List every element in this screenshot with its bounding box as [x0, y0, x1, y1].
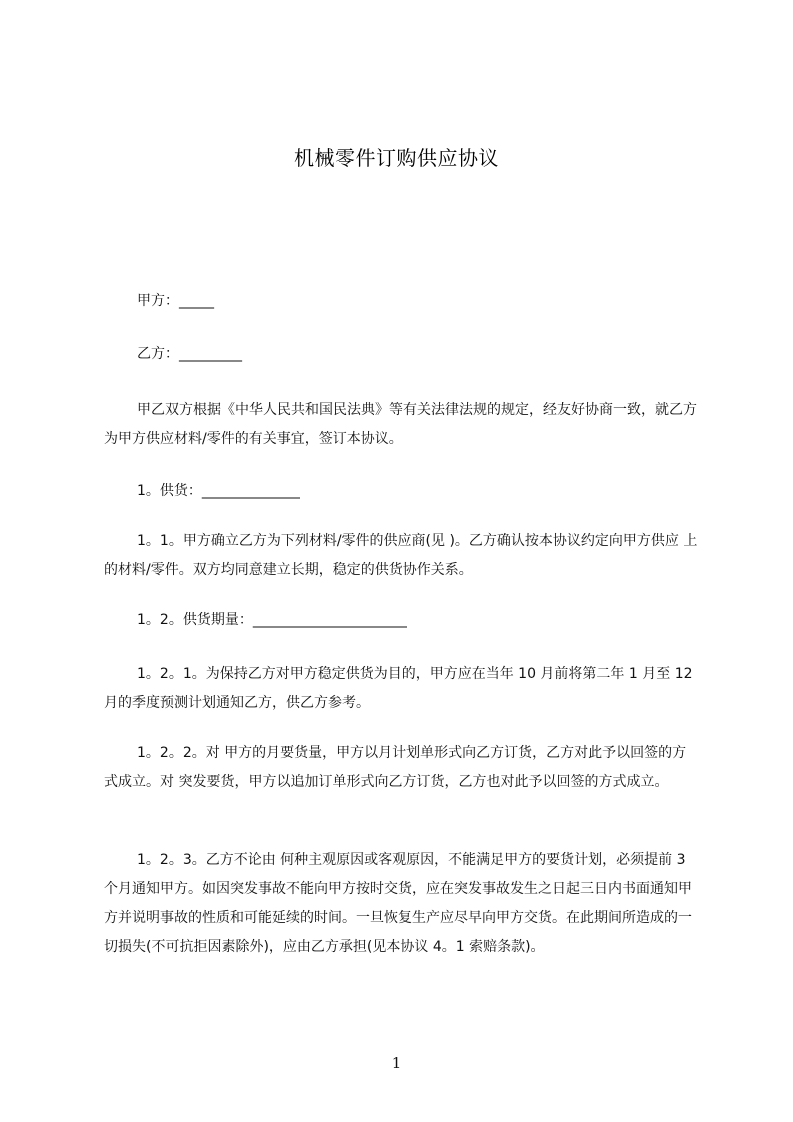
clause-1-1-paragraph: 1。1。甲方确立乙方为下列材料/零件的供应商(见 )。乙方确认按本协议约定向甲方供应 上的材料/零件。双方均同意建立长期，稳定的供货协作关系。 — [104, 533, 698, 578]
party-b-line: 乙方：_________ — [137, 346, 242, 362]
party-a-line: 甲方：_____ — [137, 293, 214, 309]
document-title: 机械零件订购供应协议 — [294, 146, 499, 170]
clause-1-2-3-paragraph: 1。2。3。乙方不论由 何种主观原因或客观原因，不能满足甲方的要货计划，必须提前 3 个月通知甲方。如因突发事故不能向甲方按时交货，应在突发事故发生之日起三日内书面通知甲方并说明事故的性质和可能延续的时间。一旦恢复生产应尽早向甲方交货。在此期间所造成的一切损失(不可抗拒因素除外)，应由乙方承担(见本协议 4。1 索赔条款)。 — [104, 852, 692, 955]
clause-1-2-supply-period: 1。2。供货期量：______________________ — [137, 612, 407, 628]
clause-1-supply: 1。供货：______________ — [137, 483, 300, 499]
page-number: 1 — [391, 1054, 402, 1072]
clause-1-2-1-paragraph: 1。2。1。为保持乙方对甲方稳定供货为目的，甲方应在当年 10 月前将第二年 1 月至 12 月的季度预测计划通知乙方，供乙方参考。 — [104, 666, 693, 711]
clause-1-2-2-paragraph: 1。2。2。对 甲方的月要货量，甲方以月计划单形式向乙方订货，乙方对此予以回签的方式成立。对 突发要货，甲方以追加订单形式向乙方订货，乙方也对此予以回签的方式成立。 — [104, 745, 687, 790]
intro-paragraph: 甲乙双方根据《中华人民共和国民法典》等有关法律法规的规定，经友好协商一致，就乙方为甲方供应材料/零件的有关事宜，签订本协议。 — [104, 402, 697, 447]
